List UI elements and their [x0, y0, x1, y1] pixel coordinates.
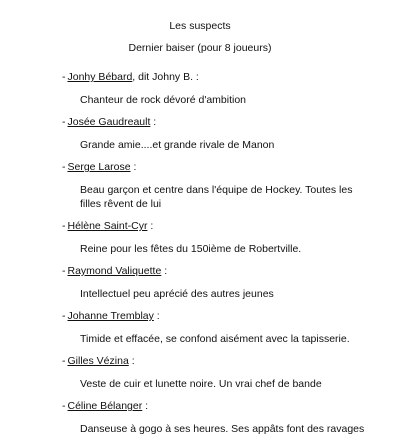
suspect-entry	[62, 71, 382, 107]
suspect-entry	[62, 355, 382, 391]
suspect-name-suffix: :	[153, 310, 160, 322]
suspect-entry	[62, 161, 382, 211]
suspect-name: Hélène Saint-Cyr	[67, 220, 148, 232]
list-dash: -	[62, 310, 66, 322]
suspect-entry	[62, 265, 382, 301]
suspect-name-suffix: :	[150, 116, 157, 128]
suspect-name: Gilles Vézina	[67, 355, 129, 367]
suspect-description: Chanteur de rock dévoré d'ambition	[80, 94, 247, 106]
page-title: Les suspects	[169, 20, 231, 32]
suspect-description: Reine pour les fêtes du 150ième de Robertville.	[80, 243, 302, 255]
list-dash: -	[62, 220, 66, 232]
suspect-description: Danseuse à gogo à ses heures. Ses appâts font des ravages	[80, 423, 365, 435]
list-dash: -	[62, 355, 66, 367]
page-subtitle: Dernier baiser (pour 8 joueurs)	[128, 42, 272, 54]
suspect-name-suffix: :	[147, 220, 154, 232]
suspect-description: Grande amie....et grande rivale de Manon	[80, 139, 275, 151]
suspect-description: Intellectuel peu aprécié des autres jeunes	[80, 288, 274, 300]
list-dash: -	[62, 116, 66, 128]
suspect-name-suffix: :	[161, 265, 168, 277]
suspect-list	[62, 71, 382, 445]
suspect-description: Timide et effacée, se confond aisément avec la tapisserie.	[80, 333, 350, 345]
list-dash: -	[62, 265, 66, 277]
suspect-name: Céline Bélanger	[67, 400, 143, 412]
list-dash: -	[62, 71, 66, 83]
suspect-name: Jonhy Bébard	[67, 71, 133, 83]
suspect-entry	[62, 220, 382, 256]
suspect-name: Johanne Tremblay	[67, 310, 154, 322]
suspect-name: Raymond Valiquette	[67, 265, 162, 277]
suspect-entry	[62, 116, 382, 152]
suspect-name-suffix: :	[142, 400, 149, 412]
suspect-name: Serge Larose	[67, 161, 131, 173]
suspect-name-suffix: :	[130, 161, 137, 173]
suspect-description: Beau garçon et centre dans l'équipe de Hockey. Toutes les filles rêvent de lui	[80, 184, 353, 210]
suspect-description: Veste de cuir et lunette noire. Un vrai chef de bande	[80, 378, 322, 390]
suspect-name-suffix: , dit Johny B. :	[132, 71, 199, 83]
suspect-entry	[62, 400, 382, 436]
list-dash: -	[62, 161, 66, 173]
suspect-entry	[62, 310, 382, 346]
suspect-name-suffix: :	[128, 355, 135, 367]
list-dash: -	[62, 400, 66, 412]
suspect-name: Josée Gaudreault	[67, 116, 151, 128]
